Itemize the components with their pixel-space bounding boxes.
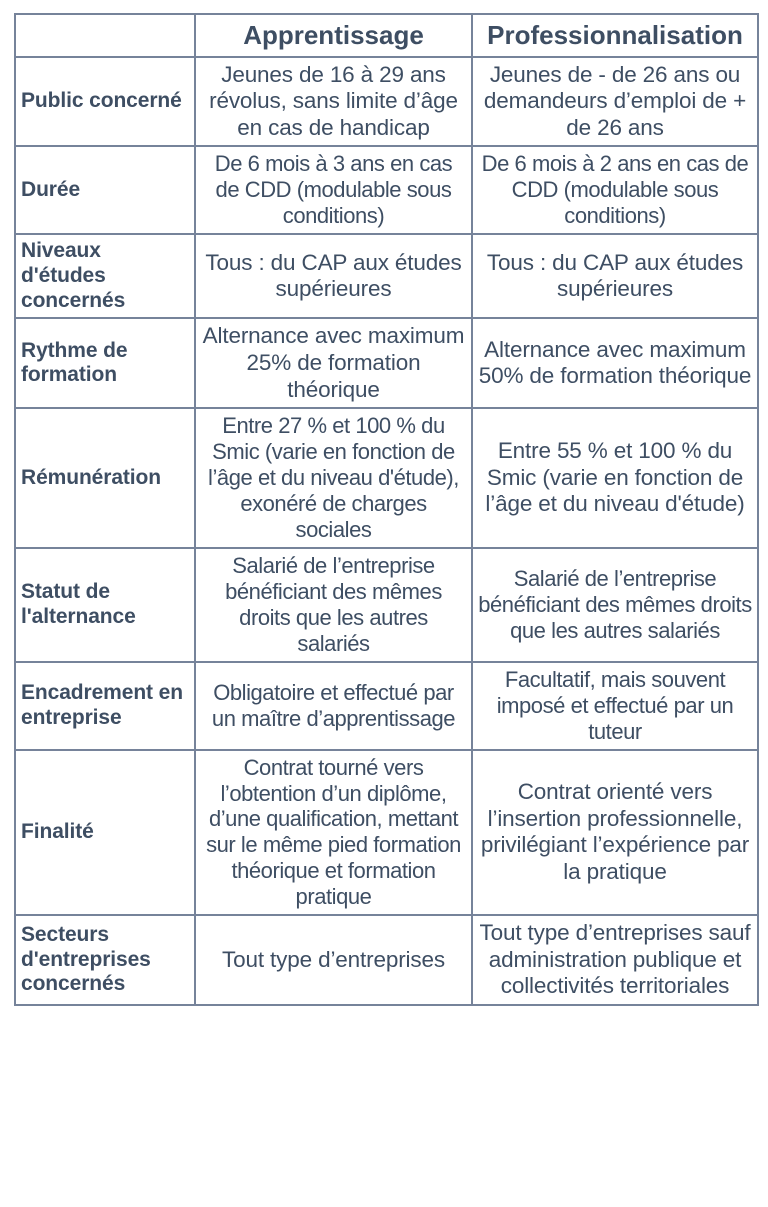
column-header-apprentissage: Apprentissage (195, 14, 472, 57)
cell-duree-professionnalisation: De 6 mois à 2 ans en cas de CDD (modulable sous conditions) (472, 146, 758, 234)
cell-statut-de-l-alternance-apprentissage: Salarié de l’entreprise bénéficiant des mêmes droits que les autres salariés (195, 548, 472, 662)
cell-secteurs-d-entreprises-professionnalisation: Tout type d’entreprises sauf administration publique et collectivités territoriales (472, 915, 758, 1005)
table-row (15, 915, 758, 1005)
row-label-finalite: Finalité (15, 750, 195, 916)
table-row (15, 57, 758, 147)
row-label-remuneration: Rémunération (15, 408, 195, 548)
cell-remuneration-apprentissage: Entre 27 % et 100 % du Smic (varie en fonction de l’âge et du niveau d'étude), exonéré de charges sociales (195, 408, 472, 548)
table-row (15, 548, 758, 662)
cell-statut-de-l-alternance-professionnalisation: Salarié de l’entreprise bénéficiant des mêmes droits que les autres salariés (472, 548, 758, 662)
table-row (15, 750, 758, 916)
cell-duree-apprentissage: De 6 mois à 3 ans en cas de CDD (modulable sous conditions) (195, 146, 472, 234)
table-row (15, 408, 758, 548)
cell-public-concerne-professionnalisation: Jeunes de - de 26 ans ou demandeurs d’emploi de + de 26 ans (472, 57, 758, 147)
table-body (15, 57, 758, 1005)
row-label-duree: Durée (15, 146, 195, 234)
row-label-secteurs-d-entreprises: Secteurs d'entreprises concernés (15, 915, 195, 1005)
cell-remuneration-professionnalisation: Entre 55 % et 100 % du Smic (varie en fonction de l’âge et du niveau d'étude) (472, 408, 758, 548)
row-label-rythme-de-formation: Rythme de formation (15, 318, 195, 408)
cell-secteurs-d-entreprises-apprentissage: Tout type d’entreprises (195, 915, 472, 1005)
cell-public-concerne-apprentissage: Jeunes de 16 à 29 ans révolus, sans limite d’âge en cas de handicap (195, 57, 472, 147)
table-corner-cell (15, 14, 195, 57)
cell-encadrement-en-entreprise-apprentissage: Obligatoire et effectué par un maître d’apprentissage (195, 662, 472, 750)
table-row (15, 234, 758, 318)
column-header-professionnalisation: Professionnalisation (472, 14, 758, 57)
cell-rythme-de-formation-apprentissage: Alternance avec maximum 25% de formation théorique (195, 318, 472, 408)
cell-finalite-apprentissage: Contrat tourné vers l’obtention d’un diplôme, d’une qualification, mettant sur le même pied formation théorique et formation pratique (195, 750, 472, 916)
cell-niveaux-d-etudes-apprentissage: Tous : du CAP aux études supérieures (195, 234, 472, 318)
cell-finalite-professionnalisation: Contrat orienté vers l’insertion professionnelle, privilégiant l’expérience par la pratique (472, 750, 758, 916)
row-label-niveaux-d-etudes: Niveaux d'études concernés (15, 234, 195, 318)
table-row (15, 662, 758, 750)
cell-rythme-de-formation-professionnalisation: Alternance avec maximum 50% de formation théorique (472, 318, 758, 408)
comparison-table (14, 13, 759, 1006)
table-header (15, 14, 758, 57)
cell-niveaux-d-etudes-professionnalisation: Tous : du CAP aux études supérieures (472, 234, 758, 318)
row-label-statut-de-l-alternance: Statut de l'alternance (15, 548, 195, 662)
row-label-encadrement-en-entreprise: Encadrement en entreprise (15, 662, 195, 750)
table-row (15, 146, 758, 234)
table-header-row (15, 14, 758, 57)
row-label-public-concerne: Public concerné (15, 57, 195, 147)
table-row (15, 318, 758, 408)
cell-encadrement-en-entreprise-professionnalisation: Facultatif, mais souvent imposé et effectué par un tuteur (472, 662, 758, 750)
